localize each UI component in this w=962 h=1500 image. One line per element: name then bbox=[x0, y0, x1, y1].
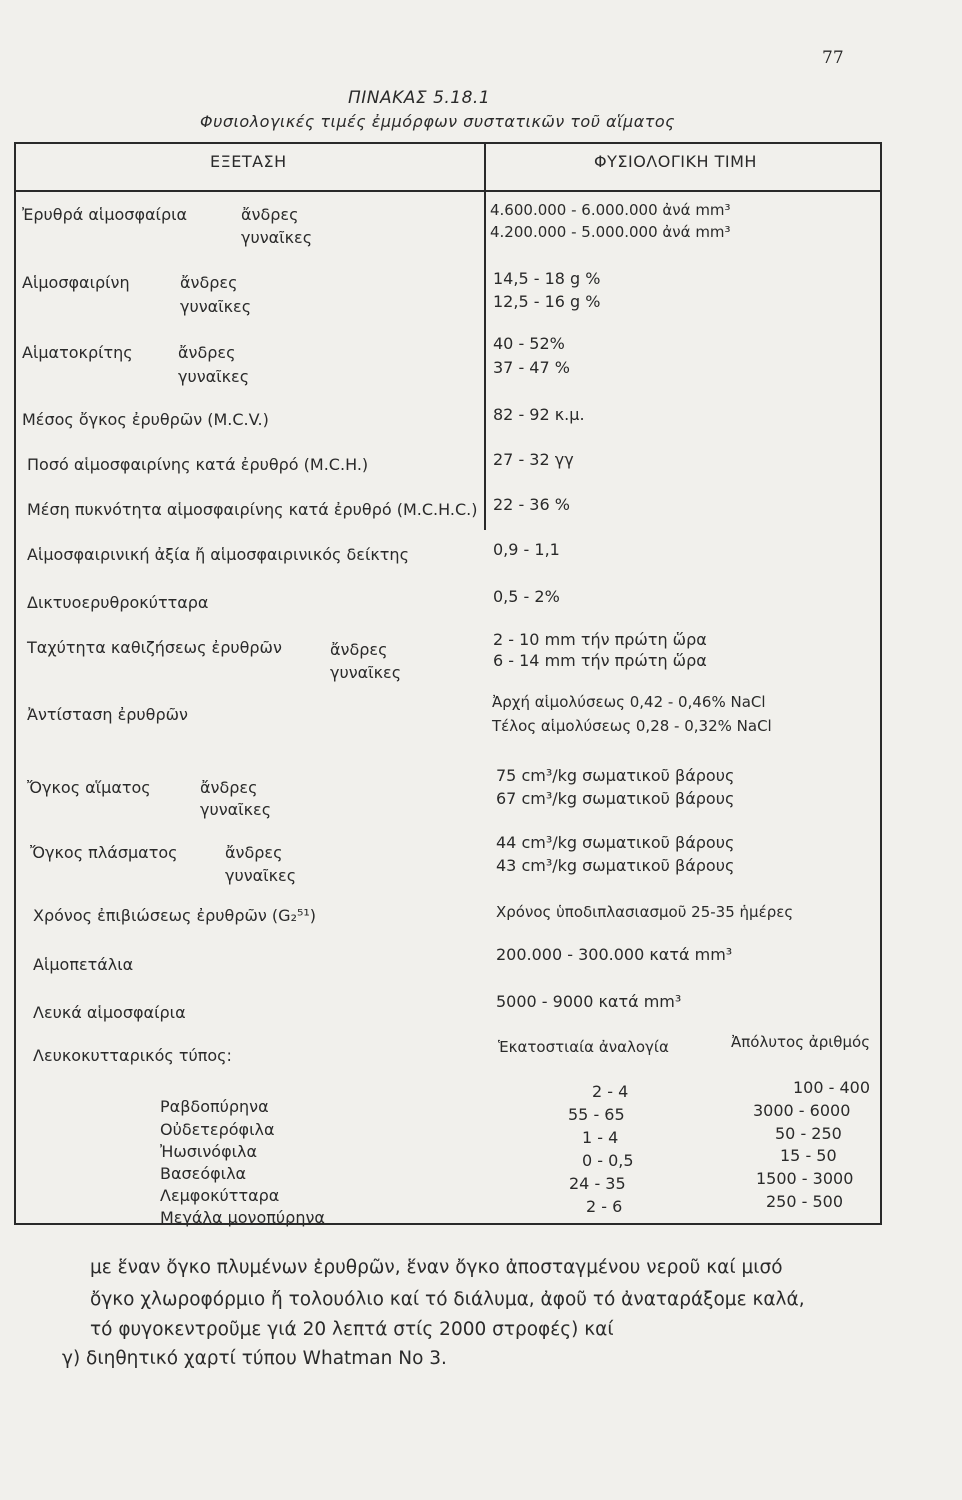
rbc-label: Ἐρυθρά αἱμοσφαίρια bbox=[22, 205, 188, 224]
resist-start: Ἀρχή αἱμολύσεως 0,42 - 0,46% NaCl bbox=[492, 693, 766, 711]
mcv-value: 82 - 92 κ.μ. bbox=[493, 405, 585, 424]
column-divider bbox=[484, 142, 486, 530]
blood-vol-women-value: 67 cm³/kg σωματικοῦ βάρους bbox=[496, 789, 735, 808]
diff-row-pct: 24 - 35 bbox=[569, 1174, 626, 1193]
hgb-women: γυναῖκες bbox=[180, 297, 252, 316]
hct-women-value: 37 - 47 % bbox=[493, 358, 570, 377]
plasma-vol-men-value: 44 cm³/kg σωματικοῦ βάρους bbox=[496, 833, 735, 852]
hct-label: Αἱματοκρίτης bbox=[22, 343, 133, 362]
diff-row-name: Ἠωσινόφιλα bbox=[160, 1142, 258, 1161]
diff-row-name: Ραβδοπύρηνα bbox=[160, 1097, 269, 1116]
plasma-vol-women: γυναῖκες bbox=[225, 866, 297, 885]
plasma-vol-men: ἄνδρες bbox=[225, 843, 283, 862]
blood-vol-women: γυναῖκες bbox=[200, 800, 272, 819]
plt-value: 200.000 - 300.000 κατά mm³ bbox=[496, 945, 733, 964]
diff-row-abs: 250 - 500 bbox=[766, 1192, 844, 1211]
rbc-women: γυναῖκες bbox=[241, 228, 313, 247]
diff-row-pct: 2 - 4 bbox=[592, 1082, 629, 1101]
ci-label: Αἱμοσφαιρινική ἀξία ἤ αἱμοσφαιρινικός δείκτης bbox=[27, 545, 409, 564]
plt-label: Αἱμοπετάλια bbox=[33, 955, 134, 974]
body-text-line: ὄγκο χλωροφόρμιο ἤ τολουόλιο καί τό διάλυμα, ἀφοῦ τό ἀναταράξομε καλά, bbox=[90, 1289, 805, 1310]
blood-vol-label: Ὄγκος αἵματος bbox=[27, 778, 151, 797]
body-text-line: με ἕναν ὄγκο πλυμένων ἐρυθρῶν, ἕναν ὄγκο ἀποσταγμένου νεροῦ καί μισό bbox=[90, 1257, 783, 1278]
esr-men-value: 2 - 10 mm τήν πρώτη ὥρα bbox=[493, 630, 707, 649]
hct-men: ἄνδρες bbox=[178, 343, 236, 362]
hgb-men-value: 14,5 - 18 g % bbox=[493, 269, 601, 288]
plasma-vol-women-value: 43 cm³/kg σωματικοῦ βάρους bbox=[496, 856, 735, 875]
diff-row-abs: 3000 - 6000 bbox=[753, 1101, 851, 1120]
retic-label: Δικτυοερυθροκύτταρα bbox=[27, 593, 209, 612]
mch-value: 27 - 32 γγ bbox=[493, 450, 574, 469]
blood-vol-men: ἄνδρες bbox=[200, 778, 258, 797]
header-divider bbox=[14, 190, 882, 192]
diff-col-abs: Ἀπόλυτος ἀριθμός bbox=[731, 1033, 870, 1051]
diff-col-pct: Ἑκατοστιαία ἀναλογία bbox=[498, 1038, 669, 1056]
diff-row-pct: 1 - 4 bbox=[582, 1128, 619, 1147]
wbc-value: 5000 - 9000 κατά mm³ bbox=[496, 992, 682, 1011]
mcv-label: Μέσος ὄγκος ἐρυθρῶν (M.C.V.) bbox=[22, 410, 269, 429]
mchc-label: Μέση πυκνότητα αἱμοσφαιρίνης κατά ἐρυθρό (M.C.H.C.) bbox=[27, 500, 478, 519]
diff-row-abs: 1500 - 3000 bbox=[756, 1169, 854, 1188]
ci-value: 0,9 - 1,1 bbox=[493, 540, 560, 559]
retic-value: 0,5 - 2% bbox=[493, 587, 560, 606]
rbc-men-value: 4.600.000 - 6.000.000 ἀνά mm³ bbox=[490, 201, 731, 219]
diff-row-abs: 50 - 250 bbox=[775, 1124, 842, 1143]
header-exam: ΕΞΕΤΑΣΗ bbox=[210, 152, 287, 171]
diff-row-abs: 100 - 400 bbox=[793, 1078, 871, 1097]
diff-row-pct: 55 - 65 bbox=[568, 1105, 625, 1124]
hgb-women-value: 12,5 - 16 g % bbox=[493, 292, 601, 311]
diff-row-pct: 0 - 0,5 bbox=[582, 1151, 634, 1170]
esr-men: ἄνδρες bbox=[330, 640, 388, 659]
esr-label: Ταχύτητα καθιζήσεως ἐρυθρῶν bbox=[27, 638, 282, 657]
rbc-women-value: 4.200.000 - 5.000.000 ἀνά mm³ bbox=[490, 223, 731, 241]
page-number: 77 bbox=[822, 48, 844, 68]
rbc-men: ἄνδρες bbox=[241, 205, 299, 224]
hct-men-value: 40 - 52% bbox=[493, 334, 565, 353]
diff-row-name: Οὐδετερόφιλα bbox=[160, 1120, 275, 1139]
diff-row-pct: 2 - 6 bbox=[586, 1197, 623, 1216]
mch-label: Ποσό αἱμοσφαιρίνης κατά ἐρυθρό (M.C.H.) bbox=[27, 455, 369, 474]
header-value: ΦΥΣΙΟΛΟΓΙΚΗ ΤΙΜΗ bbox=[594, 152, 757, 171]
diff-row-name: Λεμφοκύτταρα bbox=[160, 1186, 280, 1205]
body-text-line: γ) διηθητικό χαρτί τύπου Whatman No 3. bbox=[62, 1348, 447, 1369]
diff-row-name: Μεγάλα μονοπύρηνα bbox=[160, 1208, 325, 1227]
esr-women: γυναῖκες bbox=[330, 663, 402, 682]
diff-row-abs: 15 - 50 bbox=[780, 1146, 837, 1165]
hgb-label: Αἱμοσφαιρίνη bbox=[22, 273, 130, 292]
table-title: ΠΙΝΑΚΑΣ 5.18.1 bbox=[348, 88, 491, 108]
mchc-value: 22 - 36 % bbox=[493, 495, 570, 514]
diff-label: Λευκοκυτταρικός τύπος: bbox=[33, 1046, 232, 1065]
wbc-label: Λευκά αἱμοσφαίρια bbox=[33, 1003, 186, 1022]
resist-label: Ἀντίσταση ἐρυθρῶν bbox=[27, 705, 188, 724]
resist-end: Τέλος αἱμολύσεως 0,28 - 0,32% NaCl bbox=[492, 717, 772, 735]
esr-women-value: 6 - 14 mm τήν πρώτη ὥρα bbox=[493, 651, 707, 670]
survival-label: Χρόνος ἐπιβιώσεως ἐρυθρῶν (G₂⁵¹) bbox=[33, 906, 317, 925]
hct-women: γυναῖκες bbox=[178, 367, 250, 386]
diff-row-name: Βασεόφιλα bbox=[160, 1164, 247, 1183]
table-subtitle: Φυσιολογικές τιμές ἐμμόρφων συστατικῶν τοῦ αἵματος bbox=[200, 112, 676, 131]
body-text-line: τό φυγοκεντροῦμε γιά 20 λεπτά στίς 2000 στροφές) καί bbox=[90, 1319, 614, 1340]
survival-value: Χρόνος ὑποδιπλασιασμοῦ 25-35 ἡμέρες bbox=[496, 903, 794, 921]
plasma-vol-label: Ὄγκος πλάσματος bbox=[30, 843, 178, 862]
hgb-men: ἄνδρες bbox=[180, 273, 238, 292]
blood-vol-men-value: 75 cm³/kg σωματικοῦ βάρους bbox=[496, 766, 735, 785]
